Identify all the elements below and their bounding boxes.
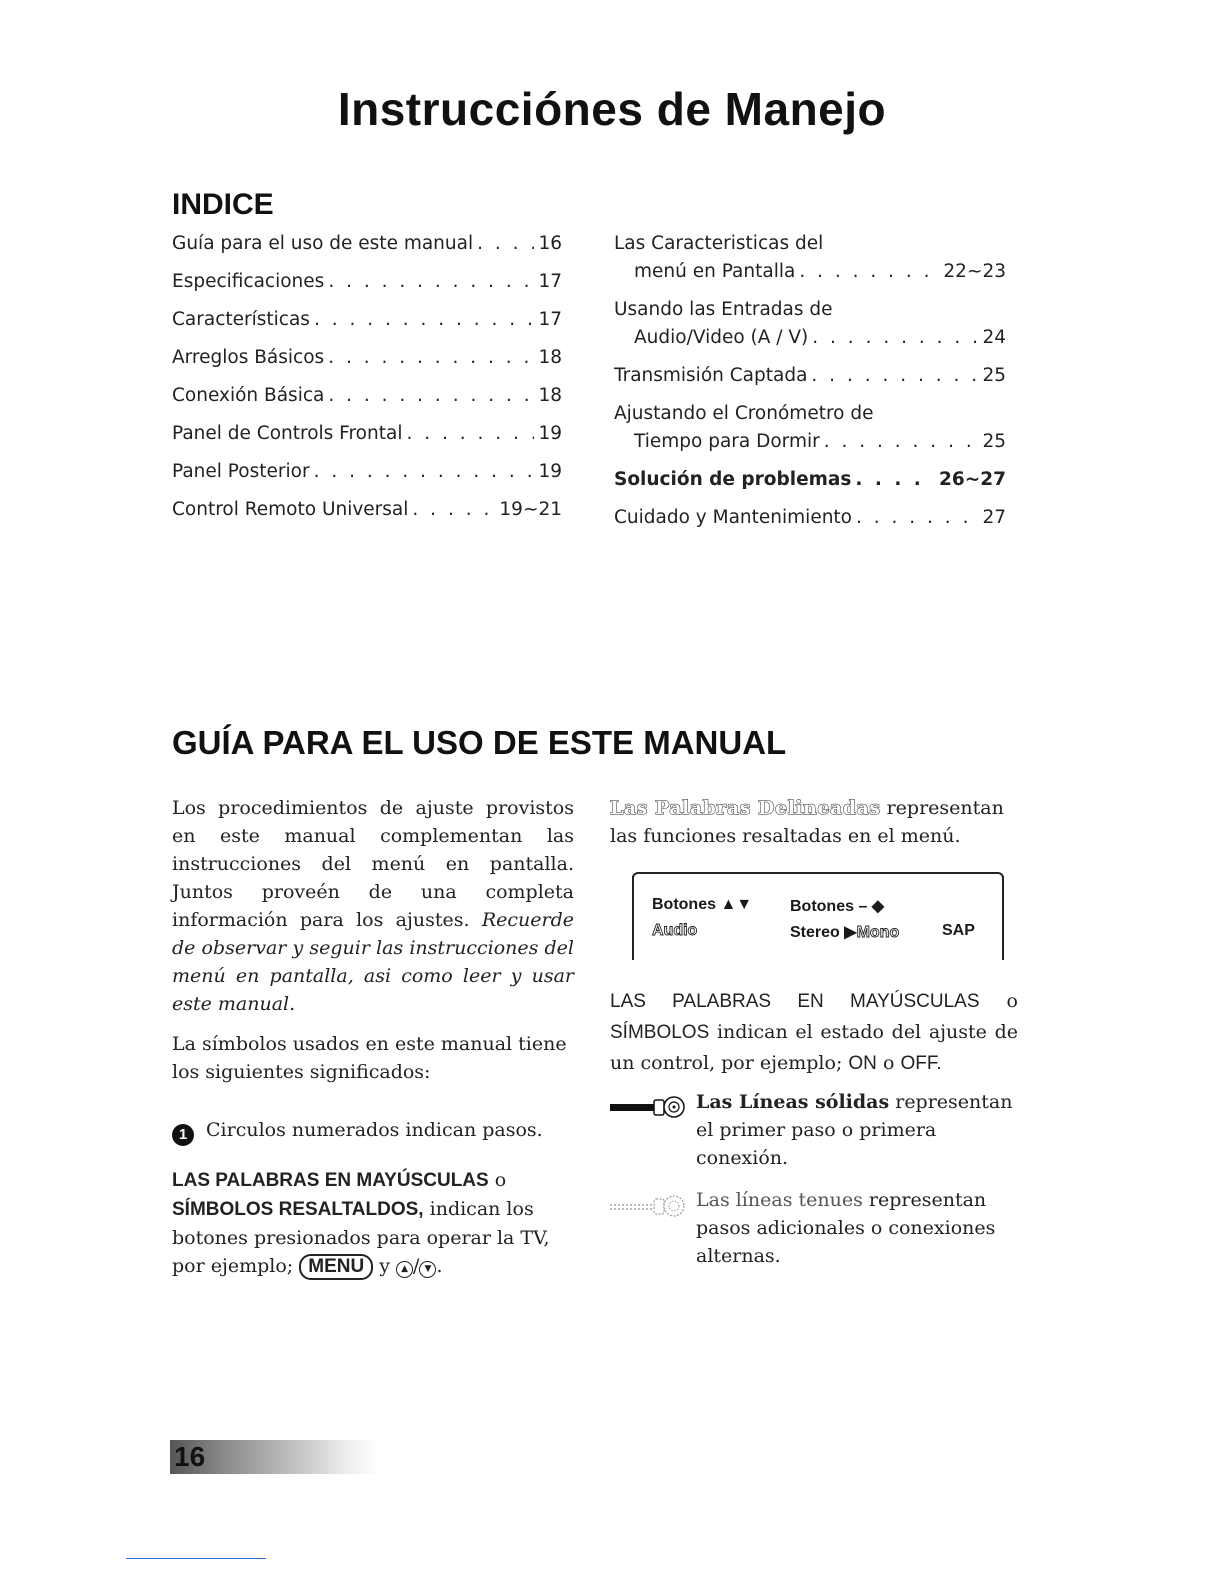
menu-box-header: Botones ▲▼ bbox=[652, 896, 753, 913]
toc-label-cont: menú en Pantalla bbox=[634, 261, 796, 282]
up-arrow-icon: ▲ bbox=[396, 1261, 413, 1278]
toc-page: 17 bbox=[538, 309, 562, 330]
toc-entry bbox=[172, 346, 562, 384]
toc-label: Guía para el uso de este manual bbox=[172, 233, 474, 254]
intro-italic-text: Recuerde de observar y seguir las instrucciones del menú en pantalla, asi como leer y usar este manual. bbox=[172, 909, 574, 1015]
outlined-text: representan las funciones resaltadas en el menú. bbox=[610, 797, 1004, 847]
toc-entry bbox=[172, 422, 562, 460]
play-arrow-icon: ▶ bbox=[844, 924, 857, 941]
caps-bold-text: SÍMBOLOS RESALTALDOS, bbox=[172, 1199, 424, 1220]
step-text: Circulos numerados indican pasos. bbox=[206, 1119, 543, 1141]
page-number: 16 bbox=[174, 1441, 206, 1472]
solid-line-bold: Las Líneas sólidas bbox=[696, 1091, 890, 1113]
menu-box-item: Mono bbox=[856, 924, 900, 941]
step-number-icon: 1 bbox=[172, 1124, 194, 1146]
toc-page: 18 bbox=[538, 347, 562, 368]
toc-left-column bbox=[172, 232, 562, 536]
toc-label: Características bbox=[172, 309, 310, 330]
toc-label: Panel de Controls Frontal bbox=[172, 423, 403, 444]
toc-page: 25 bbox=[982, 365, 1006, 386]
toc-page: 24 bbox=[982, 327, 1006, 348]
period-text: . bbox=[436, 1255, 443, 1277]
indice-heading: INDICE bbox=[172, 188, 274, 221]
toc-entry bbox=[172, 384, 562, 422]
menu-box-header: Botones – ◆ bbox=[790, 898, 885, 915]
toc-label: Conexión Básica bbox=[172, 385, 325, 406]
toc-right-column bbox=[614, 232, 1006, 544]
toc-page: 19 bbox=[538, 461, 562, 482]
conjunction-text: o bbox=[1006, 990, 1018, 1012]
toc-label: Las Caracteristicas del bbox=[614, 233, 824, 254]
toc-page: 26~27 bbox=[939, 469, 1006, 490]
toc-entry bbox=[172, 232, 562, 270]
guia-left-column bbox=[172, 794, 574, 1280]
caps-text: SÍMBOLOS bbox=[610, 1022, 710, 1043]
symbols-paragraph: La símbolos usados en este manual tiene los siguientes significados: bbox=[172, 1033, 567, 1083]
conjunction-text: o bbox=[882, 1052, 895, 1074]
toc-entry bbox=[614, 298, 1006, 364]
toc-page: 19 bbox=[538, 423, 562, 444]
menu-box-item: Stereo bbox=[790, 924, 840, 941]
toc-label: Usando las Entradas de bbox=[614, 299, 833, 320]
state-text: indican el estado del ajuste de un control, por ejemplo; bbox=[610, 1021, 1019, 1074]
outlined-paragraph bbox=[610, 794, 1018, 850]
toc-page: 17 bbox=[538, 271, 562, 292]
toc-label: Panel Posterior bbox=[172, 461, 310, 482]
slash-text: / bbox=[413, 1255, 420, 1277]
menu-box-item: Audio bbox=[652, 922, 698, 939]
toc-entry bbox=[614, 468, 1006, 506]
off-text: OFF. bbox=[900, 1053, 942, 1074]
menu-box-row bbox=[652, 922, 975, 941]
down-arrow-icon: ▼ bbox=[419, 1261, 436, 1278]
toc-entry bbox=[172, 498, 562, 536]
toc-entry bbox=[172, 460, 562, 498]
toc-label: Solución de problemas bbox=[614, 469, 852, 490]
conjunction-text: y bbox=[379, 1255, 390, 1277]
step-paragraph bbox=[172, 1116, 574, 1146]
toc-label: Control Remoto Universal bbox=[172, 499, 409, 520]
state-paragraph bbox=[610, 986, 1018, 1079]
toc-label: Transmisión Captada bbox=[614, 365, 808, 386]
bottom-rule bbox=[126, 1558, 266, 1559]
toc-page: 25 bbox=[982, 431, 1006, 452]
toc-entry bbox=[614, 506, 1006, 544]
guia-right-column bbox=[610, 794, 1018, 850]
toc-label: Cuidado y Mantenimiento bbox=[614, 507, 852, 528]
intro-paragraph bbox=[172, 794, 574, 1018]
toc-label: Ajustando el Cronómetro de bbox=[614, 403, 874, 424]
toc-label-cont: Audio/Video (A / V) bbox=[634, 327, 809, 348]
toc-entry bbox=[172, 308, 562, 346]
toc-page: 18 bbox=[538, 385, 562, 406]
guia-heading: GUÍA PARA EL USO DE ESTE MANUAL bbox=[172, 724, 787, 761]
caps-text: LAS PALABRAS EN MAYÚSCULAS bbox=[610, 991, 980, 1012]
toc-label-cont: Tiempo para Dormir bbox=[634, 431, 820, 452]
toc-entry bbox=[614, 232, 1006, 298]
toc-entry bbox=[614, 402, 1006, 468]
intro-text: Los procedimientos de ajuste provistos en este manual complementan las instrucciones del menú en pantalla. Juntos proveén de una completa información para los ajustes. bbox=[172, 797, 574, 931]
toc-entry bbox=[614, 364, 1006, 402]
outlined-words: Las Palabras Delineadas bbox=[610, 797, 881, 819]
buttons-paragraph bbox=[172, 1166, 574, 1280]
caps-bold-text: LAS PALABRAS EN MAYÚSCULAS bbox=[172, 1170, 489, 1191]
on-text: ON bbox=[848, 1053, 877, 1074]
menu-example-box bbox=[632, 872, 1004, 960]
buttons-text: indican los botones presionados para operar la TV, por ejemplo; bbox=[172, 1198, 550, 1277]
thin-cable-icon bbox=[608, 1188, 688, 1228]
solid-cable-icon bbox=[608, 1090, 688, 1130]
toc-page: 16 bbox=[538, 233, 562, 254]
thin-line-rest: representan pasos adicionales o conexiones alternas. bbox=[696, 1189, 996, 1267]
menu-box-options bbox=[790, 922, 899, 942]
toc-page: 22~23 bbox=[943, 261, 1006, 282]
toc-entry bbox=[172, 270, 562, 308]
menu-box-row bbox=[652, 896, 885, 915]
conjunction-text: o bbox=[494, 1169, 507, 1191]
solid-line-rest: representan el primer paso o primera conexión. bbox=[696, 1091, 1013, 1169]
solid-line-text bbox=[696, 1088, 1018, 1172]
toc-label: Arreglos Básicos bbox=[172, 347, 325, 368]
toc-page: 27 bbox=[982, 507, 1006, 528]
menu-box-item: SAP bbox=[942, 922, 975, 939]
thin-line-faint: Las líneas tenues bbox=[696, 1189, 863, 1211]
menu-button-icon: MENU bbox=[299, 1254, 373, 1280]
page-title: Instrucciónes de Manejo bbox=[337, 83, 887, 135]
toc-page: 19~21 bbox=[499, 499, 562, 520]
thin-line-text bbox=[696, 1186, 1018, 1270]
toc-label: Especificaciones bbox=[172, 271, 325, 292]
